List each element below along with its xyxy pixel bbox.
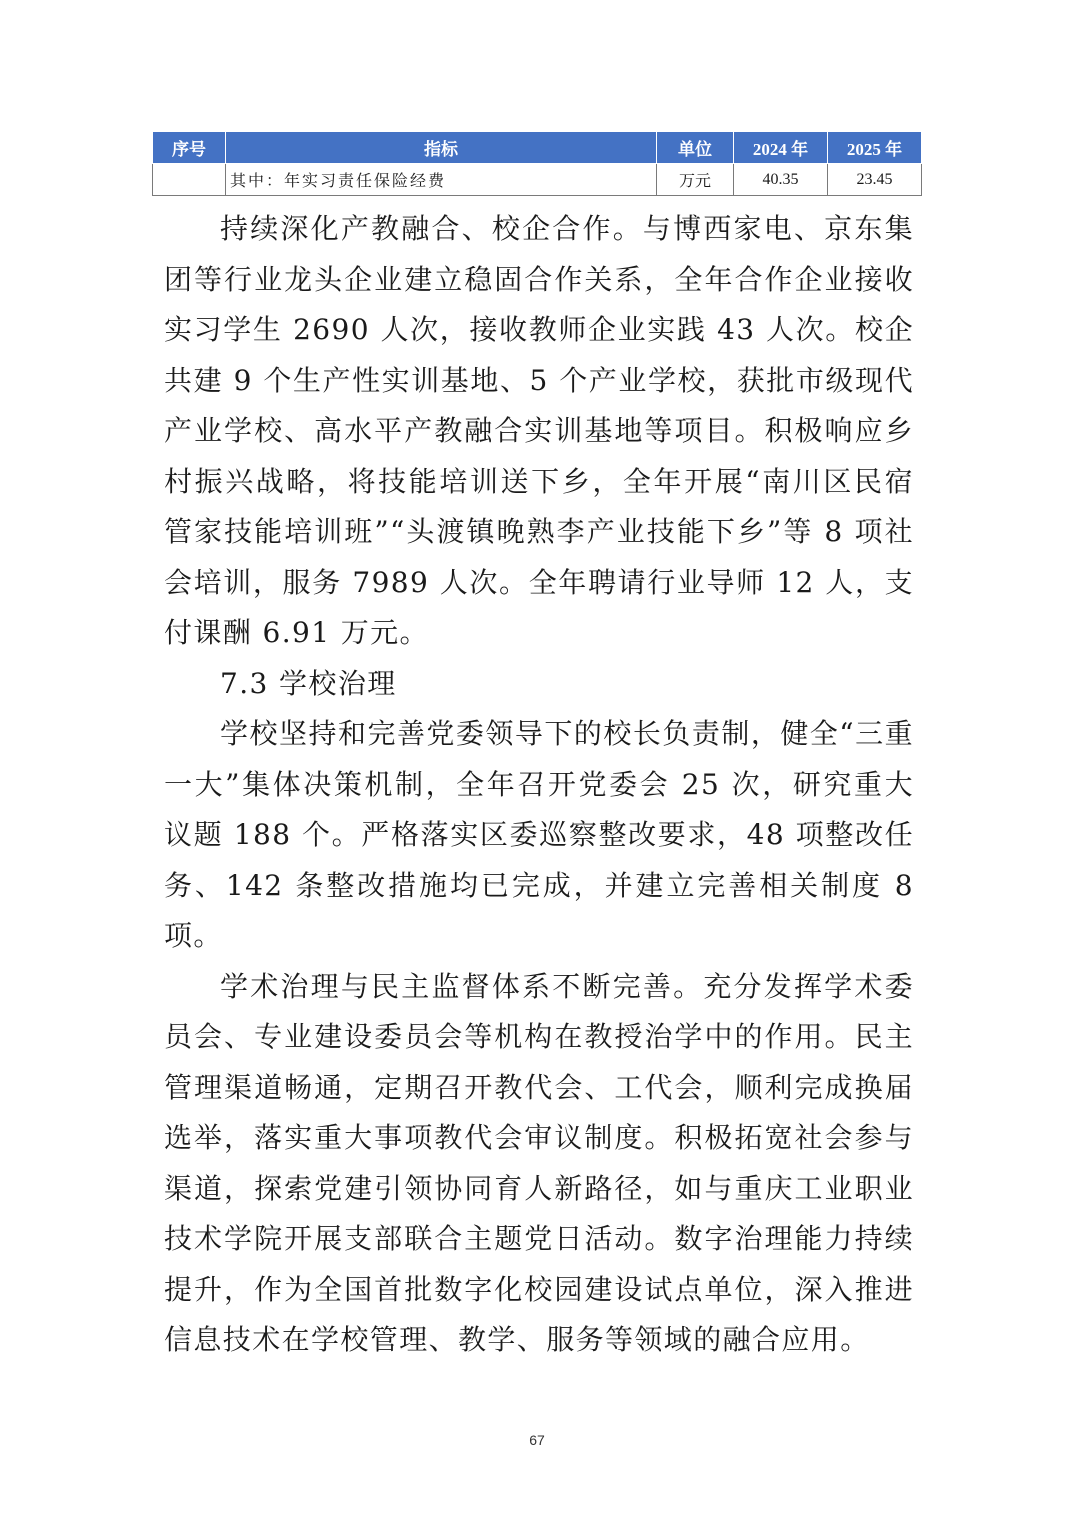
paragraph-industry-cooperation: 持续深化产教融合、校企合作。与博西家电、京东集团等行业龙头企业建立稳固合作关系，全年合作企业接收实习学生 2690 人次，接收教师企业实践 43 人次。校企共建 9 个生产性实训基地、5 个产业学校，获批市级现代产业学校、高水平产教融合实训基地等项目。积极响应乡村振兴战略，将技能培训送下乡，全年开展“南川区民宿管家技能培训班”“头渡镇晚熟李产业技能下乡”等 8 项社会培训，服务 7989 人次。全年聘请行业导师 12 人，支付课酬 6.91 万元。 <box>164 212 914 649</box>
cell-2024: 40.35 <box>734 164 828 196</box>
section-heading: 7.3 学校治理 <box>220 666 397 700</box>
indicator-table <box>152 131 922 196</box>
header-unit: 单位 <box>657 132 734 164</box>
header-2024: 2024 年 <box>734 132 828 164</box>
cell-indicator: 其中：年实习责任保险经费 <box>226 164 657 196</box>
body-text <box>164 204 914 1366</box>
header-index: 序号 <box>153 132 226 164</box>
header-indicator: 指标 <box>226 132 657 164</box>
cell-2025: 23.45 <box>828 164 922 196</box>
header-2025: 2025 年 <box>828 132 922 164</box>
page-number: 67 <box>529 1432 545 1448</box>
paragraph-governance: 学校坚持和完善党委领导下的校长负责制，健全“三重一大”集体决策机制，全年召开党委会 25 次，研究重大议题 188 个。严格落实区委巡察整改要求，48 项整改任务、142 条整改措施均已完成，并建立完善相关制度 8 项。 <box>164 717 914 952</box>
table-row <box>153 164 922 196</box>
paragraph-academic-governance: 学术治理与民主监督体系不断完善。充分发挥学术委员会、专业建设委员会等机构在教授治学中的作用。民主管理渠道畅通，定期召开教代会、工代会，顺利完成换届选举，落实重大事项教代会审议制度。积极拓宽社会参与渠道，探索党建引领协同育人新路径，如与重庆工业职业技术学院开展支部联合主题党日活动。数字治理能力持续提升，作为全国首批数字化校园建设试点单位，深入推进信息技术在学校管理、教学、服务等领域的融合应用。 <box>164 969 914 1356</box>
cell-index <box>153 164 226 196</box>
table-header-row <box>153 132 922 164</box>
cell-unit: 万元 <box>657 164 734 196</box>
